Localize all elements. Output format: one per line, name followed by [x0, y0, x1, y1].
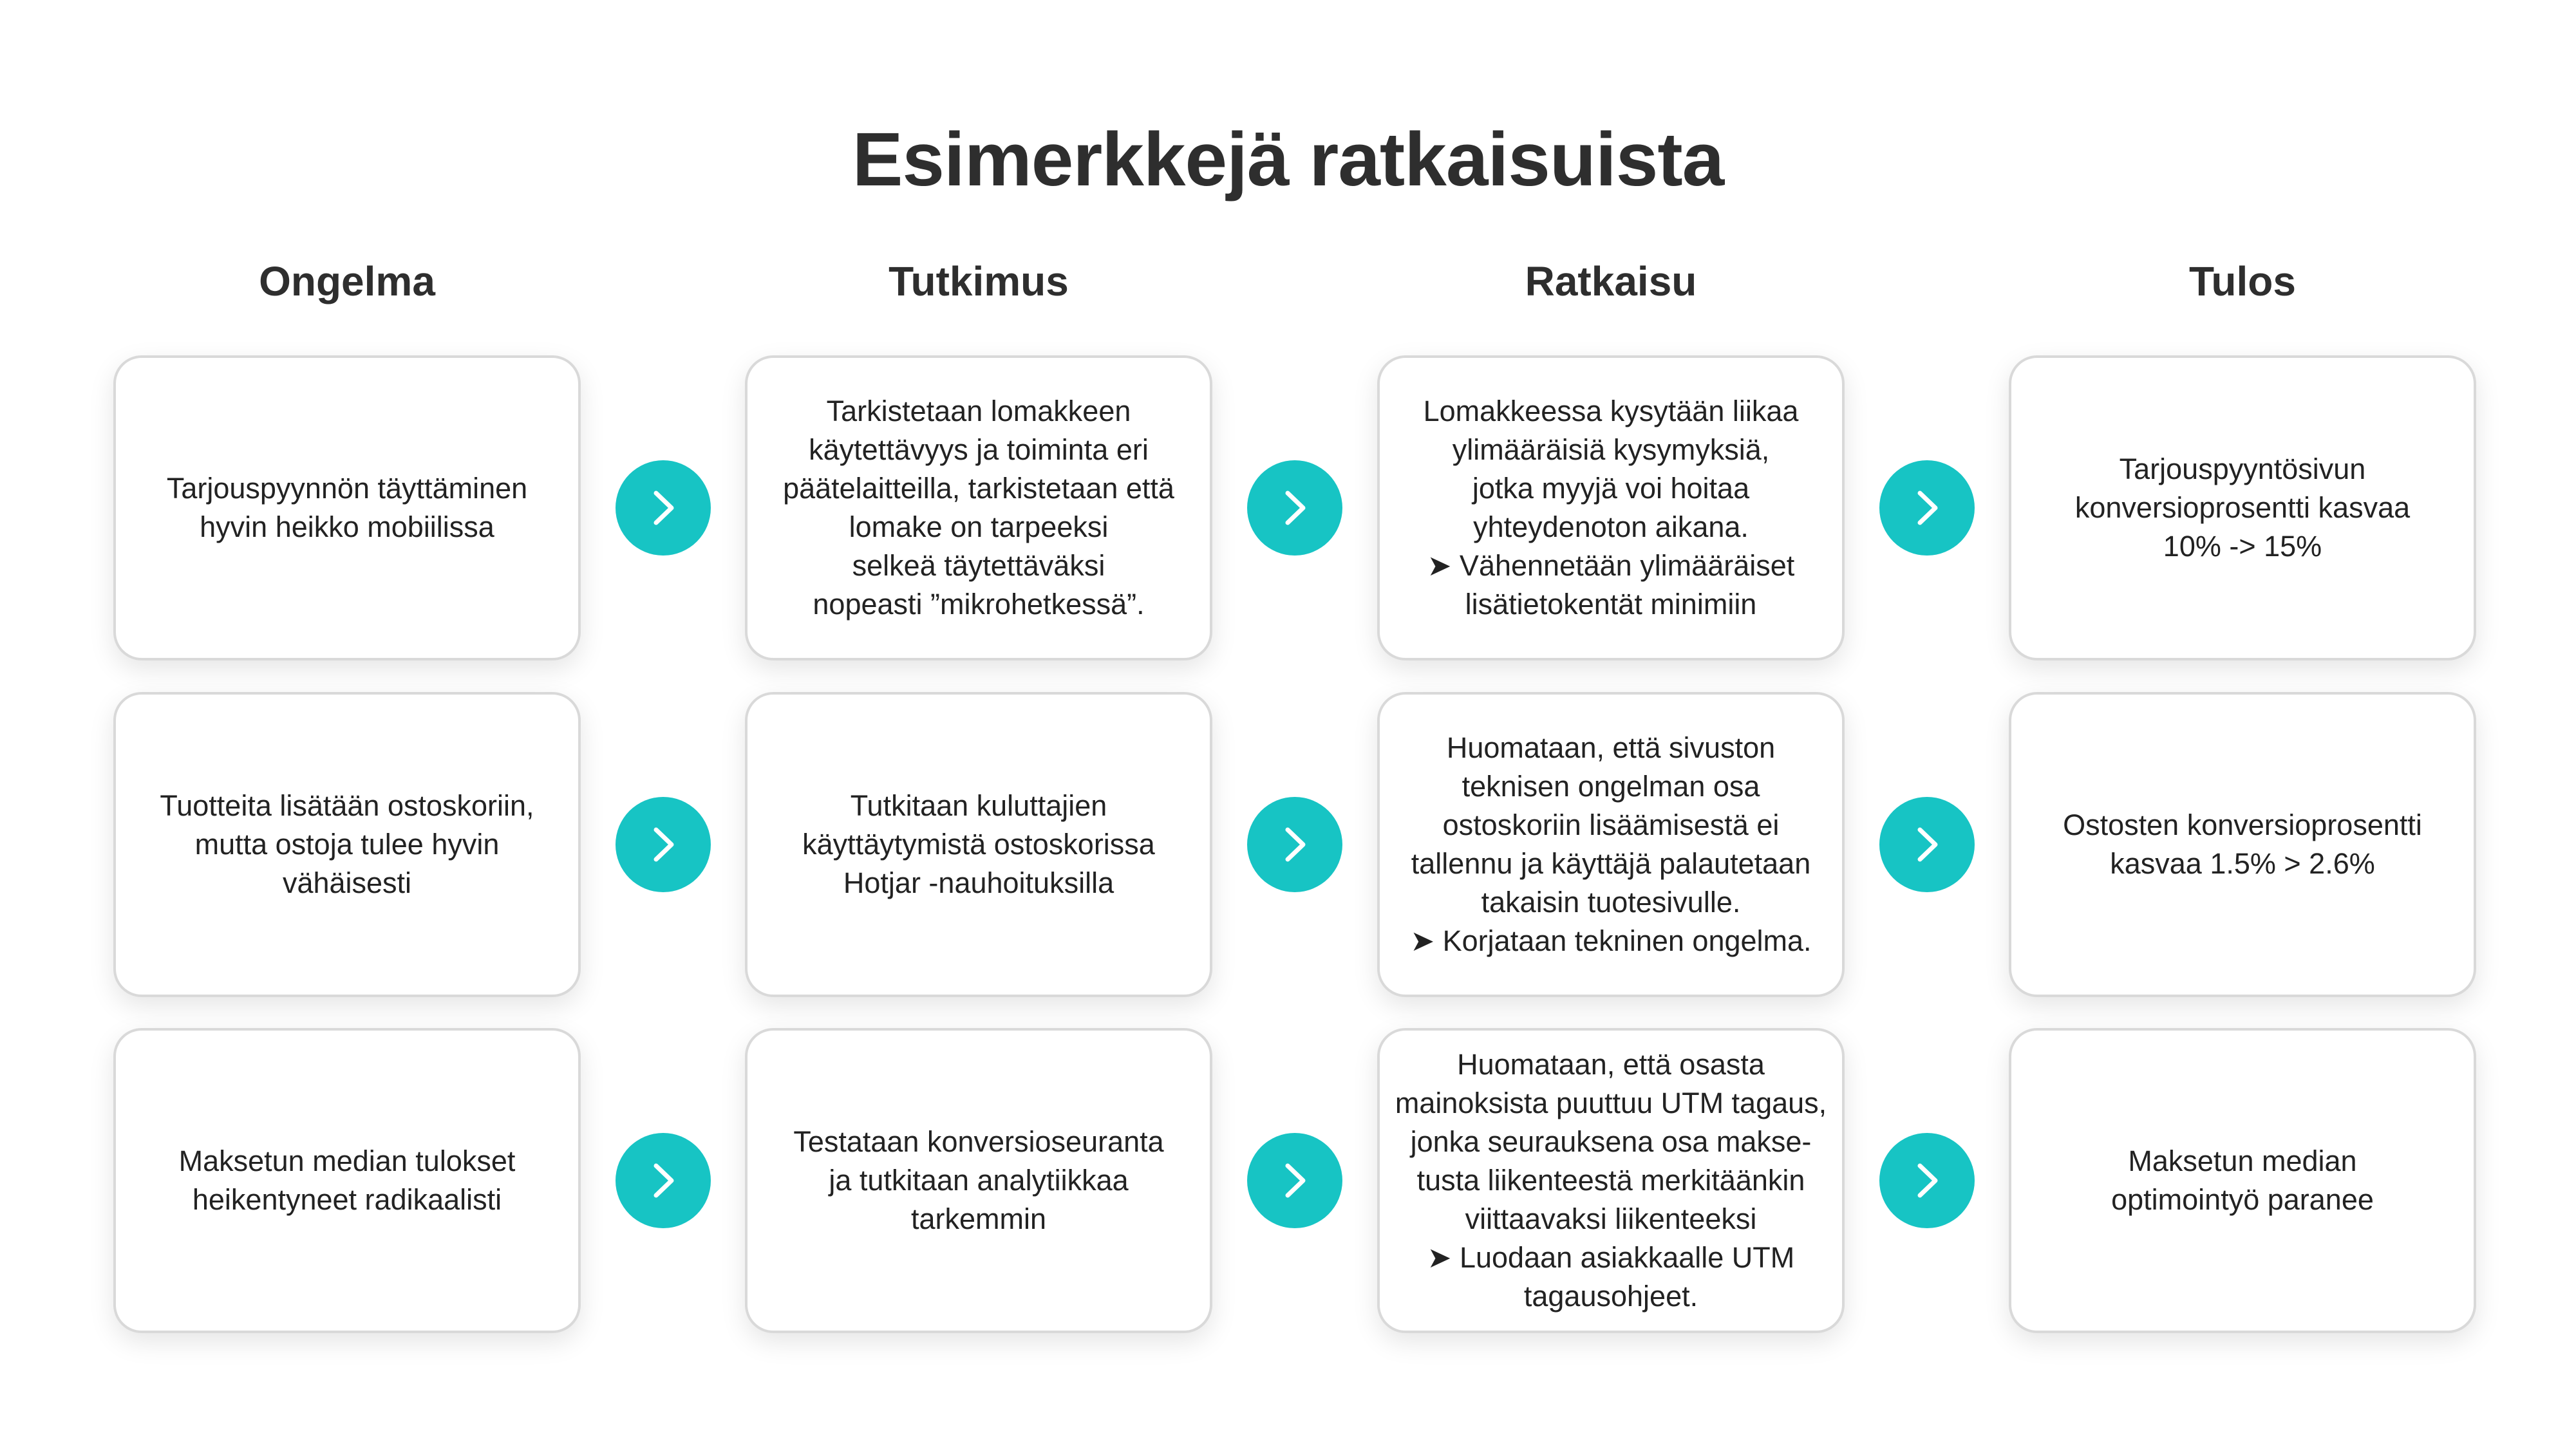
card-ratkaisu-2: [1377, 692, 1845, 997]
card-text-line: ➤ Korjataan tekninen ongelma.: [1410, 924, 1812, 957]
card-text-line: optimointyö paranee: [2111, 1183, 2374, 1216]
card-text-line: tagausohjeet.: [1523, 1280, 1698, 1313]
card-text-line: 10% -> 15%: [2163, 530, 2322, 563]
card-text-line: Tarjouspyynnön täyttäminen: [166, 472, 528, 505]
card-text-line: Tarjouspyyntösivun: [2119, 453, 2366, 485]
card-text-line: vähäisesti: [282, 866, 412, 899]
card-text-line: Ostosten konversioprosentti: [2063, 809, 2422, 841]
card-text-line: Huomataan, että sivuston: [1446, 731, 1776, 764]
card-text-line: tarkemmin: [910, 1202, 1047, 1235]
chevron-right-icon: [616, 1133, 711, 1228]
chevron-right-icon: [1879, 797, 1975, 892]
chevron-right-icon: [1247, 797, 1342, 892]
card-text-line: mainoksista puuttuu UTM tagaus,: [1395, 1087, 1827, 1119]
card-text-line: ➤ Vähennetään ylimääräiset: [1427, 549, 1795, 582]
card-text-line: heikentyneet radikaalisti: [192, 1183, 502, 1216]
card-text-line: ➤ Luodaan asiakkaalle UTM: [1427, 1241, 1795, 1274]
card-text-line: Tutkitaan kuluttajien: [850, 789, 1107, 822]
card-text-line: päätelaitteilla, tarkistetaan että: [783, 472, 1174, 505]
card-ratkaisu-1: [1377, 355, 1845, 660]
card-tutkimus-2: [745, 692, 1212, 997]
card-text-line: ja tutkitaan analytiikkaa: [829, 1164, 1129, 1197]
chevron-right-icon: [616, 460, 711, 556]
card-text-line: ostoskoriin lisäämisestä ei: [1442, 809, 1780, 841]
chevron-right-icon: [1247, 460, 1342, 556]
card-text-line: Hotjar -nauhoituksilla: [843, 866, 1114, 899]
chevron-right-icon: [1879, 460, 1975, 556]
card-text-line: ylimääräisiä kysymyksiä,: [1452, 433, 1770, 466]
card-text-line: Maksetun median tulokset: [178, 1145, 516, 1177]
card-text-line: kasvaa 1.5% > 2.6%: [2110, 847, 2375, 880]
card-text-line: yhteydenoton aikana.: [1473, 510, 1749, 543]
card-text-line: tallennu ja käyttäjä palautetaan: [1411, 847, 1811, 880]
column-header-tutkimus: Tutkimus: [888, 258, 1069, 304]
column-header-ratkaisu: Ratkaisu: [1525, 258, 1697, 304]
card-text-line: jotka myyjä voi hoitaa: [1472, 472, 1750, 505]
card-text-line: selkeä täytettäväksi: [852, 549, 1105, 582]
card-text-line: Tarkistetaan lomakkeen: [826, 395, 1131, 427]
card-text-line: takaisin tuotesivulle.: [1481, 886, 1741, 919]
card-text-line: lomake on tarpeeksi: [849, 510, 1109, 543]
card-tulos-1: [2009, 355, 2476, 660]
card-text-line: nopeasti ”mikrohetkessä”.: [813, 588, 1145, 621]
card-text-line: käytettävyys ja toiminta eri: [809, 433, 1149, 466]
card-text-line: viittaavaksi liikenteeksi: [1465, 1202, 1757, 1235]
card-text-line: Huomataan, että osasta: [1457, 1048, 1765, 1081]
card-text-line: jonka seurauksena osa makse-: [1410, 1125, 1812, 1158]
card-ongelma-3: [113, 1028, 581, 1333]
card-tutkimus-3: [745, 1028, 1212, 1333]
card-text-line: käyttäytymistä ostoskorissa: [802, 828, 1155, 861]
card-text-line: Testataan konversioseuranta: [793, 1125, 1164, 1158]
card-text-line: hyvin heikko mobiilissa: [200, 510, 494, 543]
column-header-tulos: Tulos: [2189, 258, 2296, 304]
card-ongelma-1: [113, 355, 581, 660]
card-text-line: Maksetun median: [2128, 1145, 2357, 1177]
chevron-right-icon: [1247, 1133, 1342, 1228]
card-text-line: teknisen ongelman osa: [1462, 770, 1760, 803]
card-ongelma-2: [113, 692, 581, 997]
card-text-line: Lomakkeessa kysytään liikaa: [1423, 395, 1799, 427]
chevron-right-icon: [1879, 1133, 1975, 1228]
card-tulos-2: [2009, 692, 2476, 997]
card-tulos-3: [2009, 1028, 2476, 1333]
card-text-line: lisätietokentät minimiin: [1465, 588, 1757, 621]
card-text-line: Tuotteita lisätään ostoskoriin,: [160, 789, 534, 822]
chevron-right-icon: [616, 797, 711, 892]
page-title: Esimerkkejä ratkaisuista: [852, 117, 1724, 202]
card-text-line: tusta liikenteestä merkitäänkin: [1416, 1164, 1805, 1197]
card-text-line: mutta ostoja tulee hyvin: [194, 828, 500, 861]
card-text-line: konversioprosentti kasvaa: [2074, 491, 2411, 524]
column-header-ongelma: Ongelma: [259, 258, 435, 304]
card-tutkimus-1: [745, 355, 1212, 660]
card-ratkaisu-3: [1377, 1028, 1845, 1333]
